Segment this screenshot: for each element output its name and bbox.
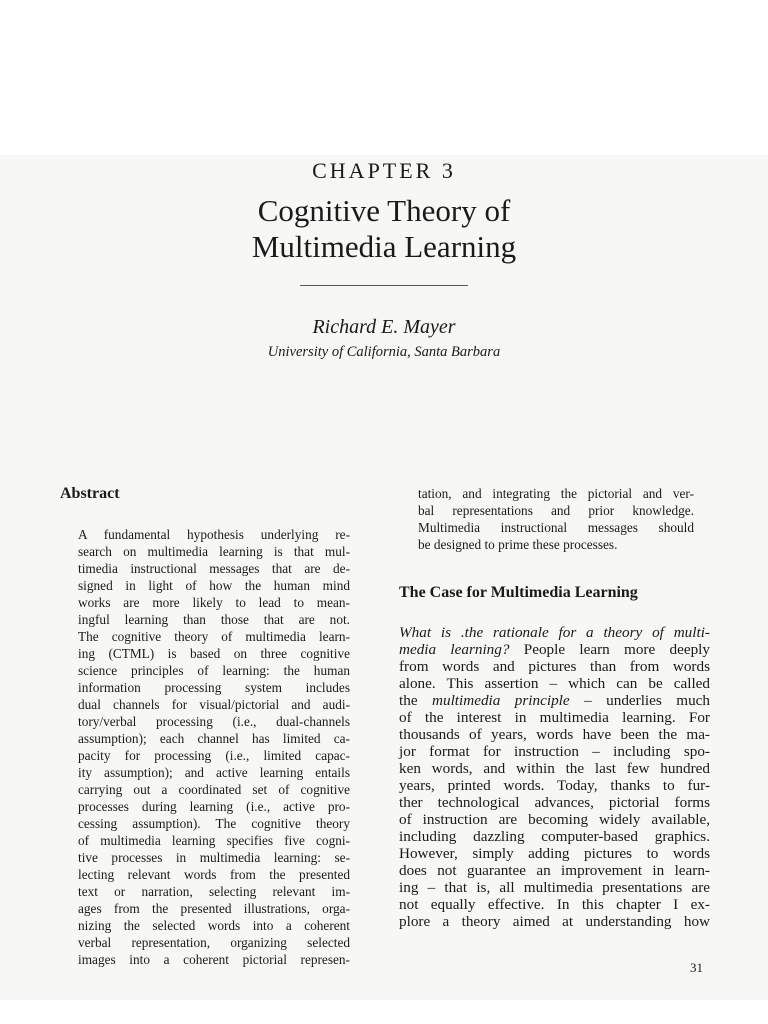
body-italic-phrase: multimedia principle bbox=[432, 692, 570, 709]
body-line: However, simply adding pictures to words bbox=[399, 845, 710, 862]
abstract-line: search on multimedia learning is that mul- bbox=[78, 544, 350, 559]
abstract-continuation-line: tation, and integrating the pictorial and ver- bbox=[418, 486, 694, 501]
body-line bbox=[399, 692, 710, 710]
abstract-line: A fundamental hypothesis underlying re- bbox=[78, 527, 350, 542]
body-line: of the interest in multimedia learning. For bbox=[399, 709, 710, 726]
abstract-line: ity assumption); and active learning entails bbox=[78, 765, 350, 780]
body-line: alone. This assertion – which can be called bbox=[399, 675, 710, 692]
chapter-title-line-2: Multimedia Learning bbox=[251, 229, 517, 264]
body-line: does not guarantee an improvement in learn- bbox=[399, 862, 710, 879]
abstract-continuation-line: bal representations and prior knowledge. bbox=[418, 503, 694, 518]
body-line: ken words, and within the last few hundred bbox=[399, 760, 710, 777]
abstract-line: text or narration, selecting relevant im- bbox=[78, 884, 350, 899]
abstract-line: tory/verbal processing (i.e., dual-channels bbox=[78, 714, 350, 729]
abstract-line: processes during learning (i.e., active pro- bbox=[78, 799, 350, 814]
author-affiliation: University of California, Santa Barbara bbox=[267, 344, 501, 360]
abstract-continuation-line: Multimedia instructional messages should bbox=[418, 520, 694, 535]
abstract-line: ing (CTML) is based on three cognitive bbox=[78, 646, 350, 661]
body-line: from words and pictures than from words bbox=[399, 658, 710, 675]
abstract-line: carrying out a coordinated set of cognitive bbox=[78, 782, 350, 797]
body-text-run: – underlies much bbox=[569, 692, 710, 709]
abstract-line: cessing assumption). The cognitive theory bbox=[78, 816, 350, 831]
abstract-line: verbal representation, organizing selected bbox=[78, 935, 350, 950]
abstract-line: tive processes in multimedia learning: se- bbox=[78, 850, 350, 865]
section-heading: The Case for Multimedia Learning bbox=[399, 584, 638, 601]
abstract-line: The cognitive theory of multimedia learn- bbox=[78, 629, 350, 644]
abstract-line: nizing the selected words into a coherent bbox=[78, 918, 350, 933]
chapter-title-line-1: Cognitive Theory of bbox=[257, 193, 511, 228]
body-line: jor format for instruction – including spo- bbox=[399, 743, 710, 760]
abstract-line: dual channels for visual/pictorial and audi- bbox=[78, 697, 350, 712]
body-line: ing – that is, all multimedia presentations are bbox=[399, 879, 710, 896]
body-text-run: the bbox=[399, 692, 433, 709]
abstract-line: images into a coherent pictorial represen- bbox=[78, 952, 350, 967]
abstract-line: pacity for processing (i.e., limited capac- bbox=[78, 748, 350, 763]
abstract-line: assumption); each channel has limited ca- bbox=[78, 731, 350, 746]
body-line: including dazzling computer-based graphics. bbox=[399, 828, 710, 845]
abstract-line: timedia instructional messages that are de- bbox=[78, 561, 350, 576]
body-line: years, printed words. Today, thanks to fur- bbox=[399, 777, 710, 794]
body-line bbox=[399, 641, 710, 659]
body-text-run: People learn more deeply bbox=[509, 641, 710, 658]
abstract-line: lecting relevant words from the presented bbox=[78, 867, 350, 882]
abstract-heading: Abstract bbox=[60, 485, 120, 502]
body-line: of instruction are becoming widely available, bbox=[399, 811, 710, 828]
body-line: What is .the rationale for a theory of multi- bbox=[399, 624, 710, 641]
chapter-label: CHAPTER 3 bbox=[312, 158, 456, 183]
body-italic-phrase: media learning? bbox=[399, 641, 510, 658]
abstract-continuation-line: be designed to prime these processes. bbox=[418, 537, 618, 552]
abstract-line: signed in light of how the human mind bbox=[78, 578, 350, 593]
abstract-line: ingful learning than those that are not. bbox=[78, 612, 350, 627]
abstract-line: science principles of learning: the human bbox=[78, 663, 350, 678]
abstract-line: information processing system includes bbox=[78, 680, 350, 695]
abstract-line: works are more likely to lead to mean- bbox=[78, 595, 350, 610]
body-line: thousands of years, words have been the ma- bbox=[399, 726, 710, 743]
abstract-line: ages from the presented illustrations, orga- bbox=[78, 901, 350, 916]
page-number: 31 bbox=[690, 960, 703, 975]
title-divider bbox=[300, 285, 468, 286]
body-line: not equally effective. In this chapter I ex- bbox=[399, 896, 710, 913]
author-name: Richard E. Mayer bbox=[312, 316, 456, 338]
body-line: plore a theory aimed at understanding how bbox=[399, 913, 710, 930]
body-line: ther technological advances, pictorial forms bbox=[399, 794, 710, 811]
abstract-line: of multimedia learning specifies five cogni- bbox=[78, 833, 350, 848]
